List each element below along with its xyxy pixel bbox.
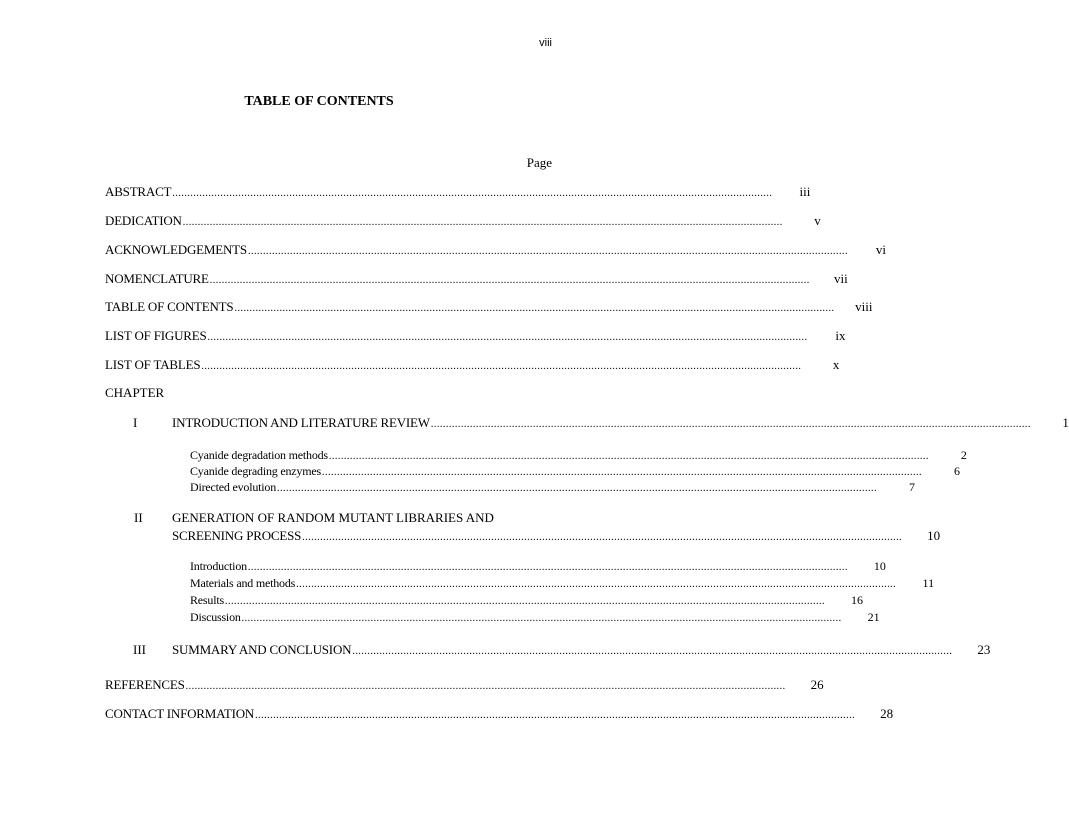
toc-chapter-2[interactable] bbox=[172, 527, 941, 545]
toc-chapter-title: INTRODUCTION AND LITERATURE REVIEW bbox=[172, 415, 430, 430]
dot-leader: ........................................................................................................................................................................................................ bbox=[185, 681, 786, 692]
toc-section[interactable] bbox=[190, 463, 960, 479]
chapter-numeral: II bbox=[134, 510, 143, 525]
dot-leader: ........................................................................................................................................................................................................ bbox=[201, 361, 802, 372]
toc-entry-nomenclature[interactable] bbox=[105, 270, 848, 288]
toc-entry-page: ix bbox=[835, 328, 846, 343]
dot-leader: ........................................................................................................................................................................................................ bbox=[247, 562, 848, 573]
page-column-header: Page bbox=[526, 155, 552, 170]
toc-entry-contact-information[interactable] bbox=[105, 705, 894, 723]
chapter-numeral: III bbox=[133, 642, 146, 657]
dot-leader: ........................................................................................................................................................................................................ bbox=[172, 188, 773, 199]
toc-entry-label: ACKNOWLEDGEMENTS bbox=[105, 242, 247, 257]
toc-entry-label: REFERENCES bbox=[105, 677, 185, 692]
toc-entry-page: v bbox=[814, 213, 821, 228]
toc-entry-page: vii bbox=[834, 271, 848, 286]
toc-section[interactable] bbox=[190, 609, 880, 625]
toc-entry-label: ABSTRACT bbox=[105, 184, 172, 199]
toc-entry-label: DEDICATION bbox=[105, 213, 182, 228]
toc-chapter-1[interactable] bbox=[172, 414, 1069, 432]
toc-entry-table-of-contents[interactable] bbox=[105, 298, 873, 316]
dot-leader: ........................................................................................................................................................................................................ bbox=[207, 332, 808, 343]
dot-leader: ........................................................................................................................................................................................................ bbox=[302, 532, 903, 543]
dot-leader: ........................................................................................................................................................................................................ bbox=[241, 613, 842, 624]
toc-entry-page: iii bbox=[799, 184, 811, 199]
toc-entry-page: viii bbox=[855, 299, 873, 314]
dot-leader: ........................................................................................................................................................................................................ bbox=[352, 646, 953, 657]
toc-entry-label: NOMENCLATURE bbox=[105, 271, 209, 286]
toc-section[interactable] bbox=[190, 479, 916, 495]
toc-entry-page: 16 bbox=[850, 593, 863, 607]
dot-leader: ........................................................................................................................................................................................................ bbox=[182, 217, 783, 228]
toc-entry-page: 28 bbox=[880, 706, 894, 721]
toc-entry-dedication[interactable] bbox=[105, 212, 821, 230]
toc-entry-page: 11 bbox=[922, 576, 935, 590]
dot-leader: ........................................................................................................................................................................................................ bbox=[328, 451, 929, 462]
toc-entry-page: 21 bbox=[867, 610, 880, 624]
toc-chapter-3[interactable] bbox=[172, 641, 991, 659]
toc-chapter-title: SUMMARY AND CONCLUSION bbox=[172, 642, 352, 657]
toc-section-label: Cyanide degradation methods bbox=[190, 448, 328, 462]
chapter-heading: CHAPTER bbox=[105, 385, 165, 400]
toc-entry-page: 7 bbox=[909, 480, 916, 494]
toc-entry-label: LIST OF TABLES bbox=[105, 357, 201, 372]
dot-leader: ........................................................................................................................................................................................................ bbox=[277, 483, 878, 494]
toc-section-label: Cyanide degrading enzymes bbox=[190, 464, 321, 478]
dot-leader: ........................................................................................................................................................................................................ bbox=[430, 419, 1031, 430]
dot-leader: ........................................................................................................................................................................................................ bbox=[296, 579, 897, 590]
toc-entry-page: x bbox=[832, 357, 840, 372]
toc-section[interactable] bbox=[190, 558, 886, 574]
toc-section[interactable] bbox=[190, 575, 935, 591]
toc-chapter-title-line2: SCREENING PROCESS bbox=[172, 528, 302, 543]
page-title: TABLE OF CONTENTS bbox=[244, 94, 394, 109]
chapter-numeral: I bbox=[133, 415, 138, 430]
toc-entry-label: TABLE OF CONTENTS bbox=[105, 299, 234, 314]
dot-leader: ........................................................................................................................................................................................................ bbox=[209, 275, 810, 286]
toc-section-label: Discussion bbox=[190, 610, 241, 624]
toc-section-label: Materials and methods bbox=[190, 576, 296, 590]
toc-section[interactable] bbox=[190, 592, 863, 608]
toc-entry-references[interactable] bbox=[105, 676, 824, 694]
toc-entry-abstract[interactable] bbox=[105, 183, 811, 201]
dot-leader: ........................................................................................................................................................................................................ bbox=[321, 467, 922, 478]
dot-leader: ........................................................................................................................................................................................................ bbox=[247, 246, 848, 257]
toc-entry-label: LIST OF FIGURES bbox=[105, 328, 207, 343]
toc-entry-list-of-tables[interactable] bbox=[105, 356, 840, 374]
toc-section-label: Directed evolution bbox=[190, 480, 277, 494]
toc-entry-acknowledgements[interactable] bbox=[105, 241, 886, 259]
page-number: viii bbox=[539, 37, 552, 49]
toc-entry-page: 6 bbox=[953, 464, 960, 478]
toc-entry-page: 26 bbox=[810, 677, 824, 692]
toc-entry-page: 1 bbox=[1062, 415, 1069, 430]
toc-section-label: Introduction bbox=[190, 559, 247, 573]
toc-entry-page: 10 bbox=[873, 559, 886, 573]
toc-entry-page: vi bbox=[875, 242, 886, 257]
dot-leader: ........................................................................................................................................................................................................ bbox=[234, 303, 835, 314]
toc-chapter-title-line1: GENERATION OF RANDOM MUTANT LIBRARIES AND bbox=[172, 510, 494, 525]
dot-leader: ........................................................................................................................................................................................................ bbox=[224, 596, 825, 607]
toc-entry-page: 10 bbox=[927, 528, 941, 543]
toc-entry-list-of-figures[interactable] bbox=[105, 327, 846, 345]
toc-section[interactable] bbox=[190, 447, 967, 463]
toc-entry-page: 2 bbox=[960, 448, 967, 462]
toc-entry-page: 23 bbox=[977, 642, 991, 657]
toc-entry-label: CONTACT INFORMATION bbox=[105, 706, 255, 721]
toc-section-label: Results bbox=[190, 593, 224, 607]
dot-leader: ........................................................................................................................................................................................................ bbox=[255, 710, 856, 721]
